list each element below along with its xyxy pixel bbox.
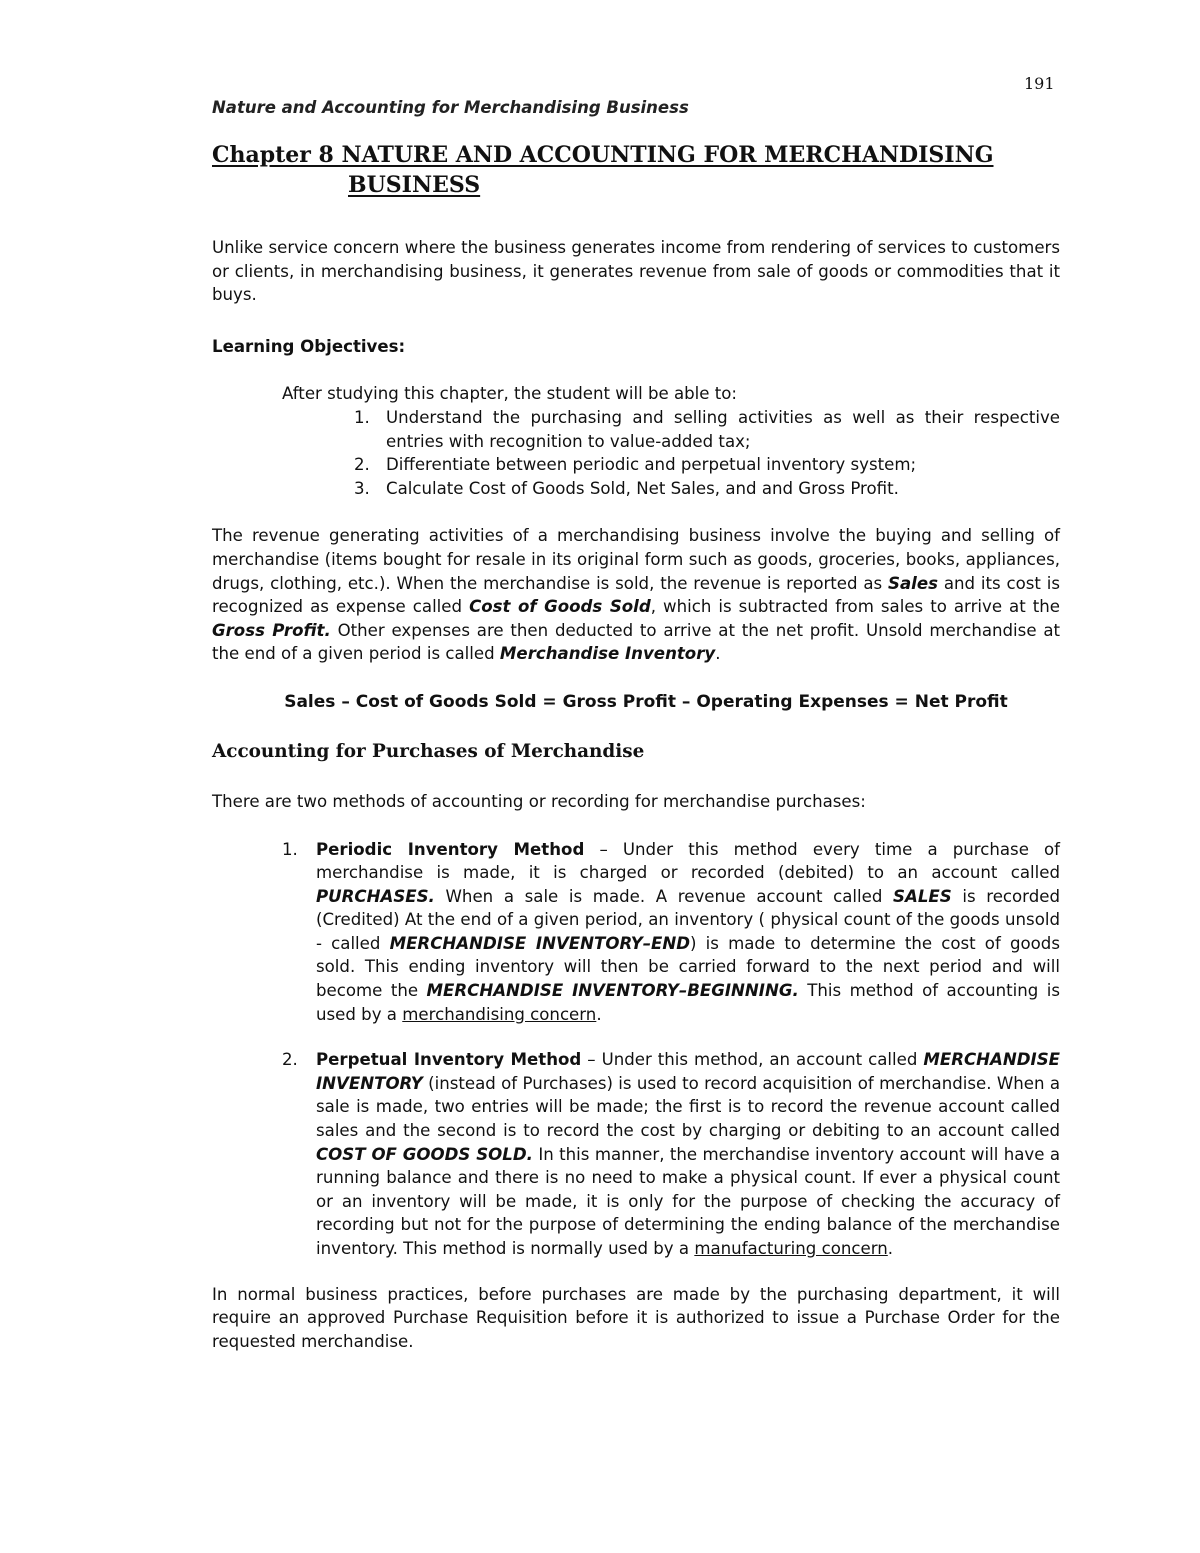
term-inventory-end: MERCHANDISE INVENTORY–END (389, 933, 691, 953)
closing-paragraph: In normal business practices, before purchases are made by the purchasing department, it will require an approved Purchase Requisition before it is authorized to issue a Purchase Order for the requested merchandise. (212, 1284, 1060, 1351)
term-gross-profit: Gross Profit. (212, 620, 331, 640)
list-item-number: 2. (354, 455, 370, 475)
method-text: – Under this method, an account called (581, 1050, 924, 1070)
term-merchandise-inventory-account: MERCHANDISE INVENTORY (316, 1050, 1061, 1093)
term-purchases: PURCHASES. (316, 886, 435, 906)
revenue-text-2: and its cost is recognized as expense called (212, 573, 1060, 617)
list-item (354, 453, 1060, 477)
method-text: . (596, 1004, 602, 1024)
chapter-title (212, 140, 1060, 200)
revenue-text-1: The revenue generating activities of a merchandising business involve the buying and selling of merchandise (items bought for resale in its original form such as goods, groceries, books, appliances, drugs, clothing, etc.). When the merchandise is sold, the revenue is reported as (212, 526, 1060, 593)
revenue-text-4: Other expenses are then deducted to arrive at the net profit. Unsold merchandise at the end of a given period is called (212, 620, 1060, 664)
revenue-text-3: , which is subtracted from sales to arrive at the (650, 597, 1060, 617)
learning-objectives-lead: After studying this chapter, the student will be able to: (282, 384, 738, 404)
term-cost-of-goods-sold: Cost of Goods Sold (469, 597, 651, 617)
learning-objectives-heading: Learning Objectives: (212, 336, 406, 356)
list-item-text: Understand the purchasing and selling activities as well as their respective entries with recognition to value-added tax; (386, 407, 1060, 451)
revenue-text-5: . (715, 644, 721, 664)
term-merchandise-inventory: Merchandise Inventory (499, 644, 716, 664)
list-item (354, 406, 1060, 453)
method-periodic (282, 838, 1061, 1027)
term-inventory-beginning: MERCHANDISE INVENTORY–BEGINNING. (426, 981, 799, 1001)
method-text: In this manner, the merchandise inventory account will have a running balance and there is no need to make a physical count. If ever a physical count or an inventory will be made, it is only for the purpose of checking the accuracy of recording but not for the purpose of determining the ending balance of the merchandise inventory. This method is normally used by a (316, 1144, 1060, 1258)
method-number: 2. (282, 1050, 298, 1070)
method-text: This method of accounting is used by a (316, 981, 1060, 1024)
term-sales-account: SALES (893, 886, 952, 906)
method-name: Periodic Inventory Method (316, 839, 585, 859)
method-text: When a sale is made. A revenue account called (434, 886, 894, 906)
intro-paragraph: Unlike service concern where the business generates income from rendering of services to customers or clients, in merchandising business, it generates revenue from sale of goods or commodities that it buys. (212, 238, 1060, 305)
list-item-number: 1. (354, 407, 370, 427)
method-text: (instead of Purchases) is used to record acquisition of merchandise. When a sale is made, two entries will be made; the first is to record the revenue account called sales and the second is to record the cost by charging or debiting to an account called (316, 1073, 1060, 1141)
method-name: Perpetual Inventory Method (316, 1050, 582, 1070)
method-text: is recorded (Credited) At the end of a given period, an inventory ( physical count of the goods unsold - called (316, 886, 1060, 953)
underlined-manufacturing-concern: manufacturing concern (694, 1239, 888, 1258)
list-item-text: Calculate Cost of Goods Sold, Net Sales, and and Gross Profit. (386, 478, 899, 498)
page-number: 191 (1024, 74, 1055, 93)
term-cost-of-goods-sold-account: COST OF GOODS SOLD. (316, 1144, 533, 1164)
term-sales: Sales (888, 573, 938, 593)
methods-lead: There are two methods of accounting or recording for merchandise purchases: (212, 791, 866, 811)
chapter-title-line2: BUSINESS (348, 172, 481, 198)
section-heading: Accounting for Purchases of Merchandise (212, 740, 645, 762)
list-item-text: Differentiate between periodic and perpetual inventory system; (386, 455, 917, 475)
underlined-merchandising-concern: merchandising concern (402, 1004, 597, 1024)
chapter-title-line1: Chapter 8 NATURE AND ACCOUNTING FOR MERCHANDISING (212, 142, 994, 168)
method-text: . (887, 1239, 894, 1258)
running-header: Nature and Accounting for Merchandising Business (212, 98, 689, 117)
method-perpetual (282, 1048, 1061, 1260)
list-item (354, 477, 1060, 501)
list-item-number: 3. (354, 478, 370, 498)
page-content (212, 140, 1060, 1353)
revenue-paragraph (212, 524, 1060, 666)
method-number: 1. (282, 839, 298, 859)
method-text: ) is made to determine the cost of goods sold. This ending inventory will then be carried forward to the next period and will become the (316, 933, 1060, 1001)
learning-objectives-list (212, 406, 1060, 500)
profit-formula: Sales – Cost of Goods Sold = Gross Profit – Operating Expenses = Net Profit (284, 691, 1008, 712)
method-text: – Under this method every time a purchase of merchandise is made, it is charged or recorded (debited) to an account called (316, 839, 1061, 883)
